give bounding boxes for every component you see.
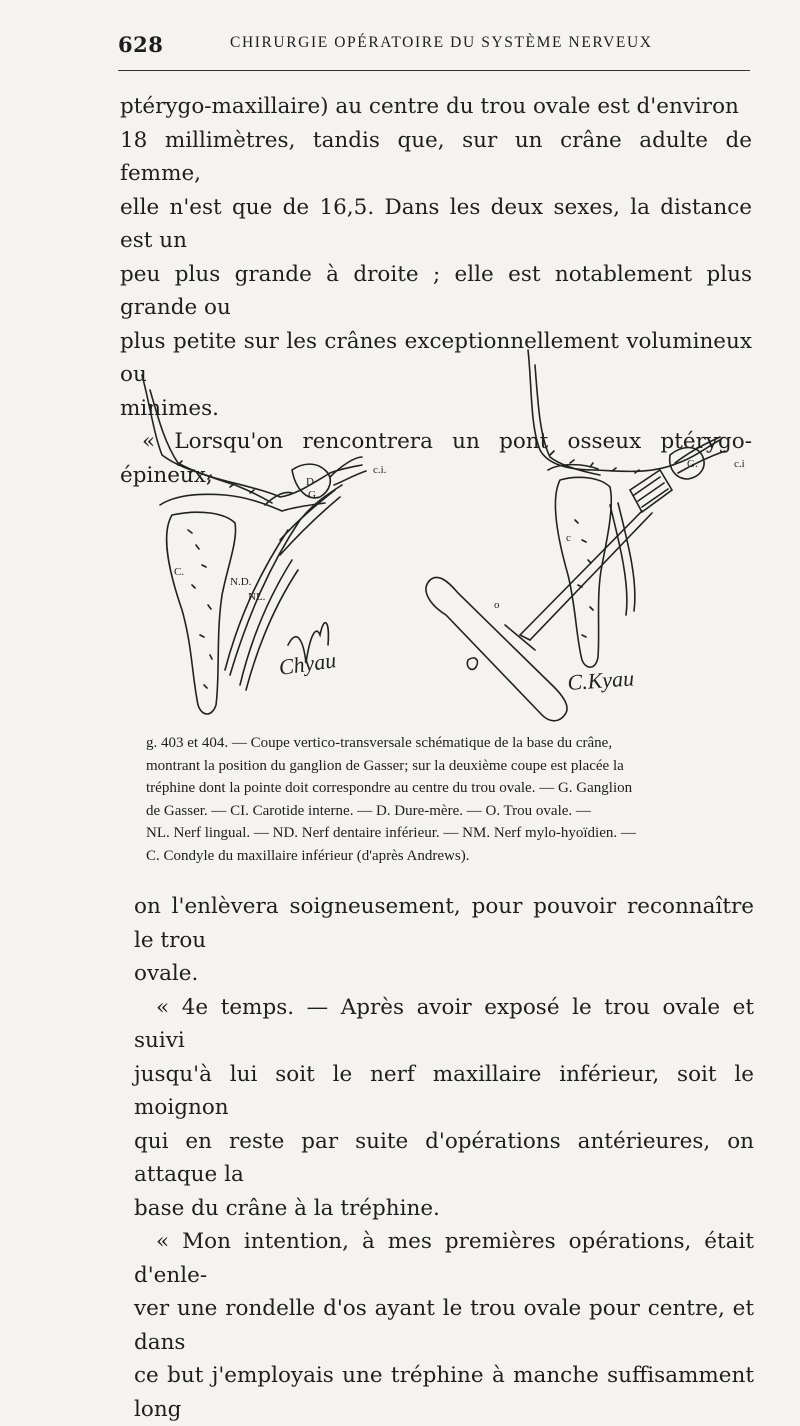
text-line: qui en reste par suite d'opérations antérieures, on attaque la: [134, 1128, 754, 1187]
figure-caption: [146, 732, 752, 867]
text-line: ovale.: [134, 961, 199, 986]
label-o-right: o: [494, 599, 500, 611]
caption-line: g. 403 et 404. — Coupe vertico-transversale schématique de la base du crâne,: [146, 735, 613, 751]
page-number: 628: [118, 32, 164, 57]
text-line: ce but j'employais une tréphine à manche suffisamment long: [134, 1363, 754, 1422]
caption-line: tréphine dont la pointe doit correspondre au centre du trou ovale. — G. Ganglion: [146, 780, 633, 796]
label-c-left: C.: [174, 566, 185, 578]
label-ci-left: c.i.: [373, 464, 387, 476]
text-line: minimes.: [120, 395, 219, 421]
label-nd-left: N.D.: [230, 576, 252, 588]
label-g-left: G.: [308, 489, 319, 501]
text-line: plus petite sur les crânes exceptionnellement volumineux ou: [120, 328, 752, 387]
text-line: « 4e temps. — Après avoir exposé le trou ovale et suivi: [134, 994, 754, 1053]
text-line: on l'enlèvera soigneusement, pour pouvoir reconnaître le trou: [134, 894, 754, 953]
caption-line: NL. Nerf lingual. — ND. Nerf dentaire inférieur. — NM. Nerf mylo-hyoïdien. —: [146, 825, 636, 841]
label-d-left: D: [306, 476, 314, 488]
text-line: base du crâne à la tréphine.: [134, 1195, 440, 1221]
anatomical-figure: [130, 345, 750, 730]
text-after-figure: [134, 890, 754, 1426]
text-line: ver une rondelle d'os ayant le trou ovale pour centre, et dans: [134, 1296, 754, 1355]
signature-right: C.Kyau: [566, 665, 635, 695]
label-g-right: G.: [687, 458, 698, 470]
text-line: jusqu'à lui soit le nerf maxillaire inférieur, soit le moignon: [134, 1061, 754, 1120]
text-line: « Lorsqu'on rencontrera un pont osseux ptérygo-épineux,: [120, 429, 752, 488]
caption-line: de Gasser. — CI. Carotide interne. — D. Dure-mère. — O. Trou ovale. —: [146, 802, 591, 819]
running-head: CHIRURGIE OPÉRATOIRE DU SYSTÈME NERVEUX: [230, 34, 653, 51]
caption-line: montrant la position du ganglion de Gasser; sur la deuxième coupe est placée la: [146, 757, 624, 774]
header-rule: [118, 70, 750, 71]
label-nl-left: NL.: [248, 591, 266, 603]
page-header: [118, 30, 750, 60]
figure-drawing: [130, 345, 750, 730]
signature-left: Chyau: [277, 647, 338, 680]
text-line: 18 millimètres, tandis que, sur un crâne adulte de femme,: [120, 127, 752, 186]
text-line: ptérygo-maxillaire) au centre du trou ovale est d'environ: [120, 94, 739, 119]
text-line: peu plus grande à droite ; elle est notablement plus grande ou: [120, 261, 752, 320]
right-section-drawing: [426, 350, 725, 721]
label-ci-right: c.i: [734, 458, 745, 470]
caption-line: C. Condyle du maxillaire inférieur (d'après Andrews).: [146, 847, 470, 864]
text-line: elle n'est que de 16,5. Dans les deux sexes, la distance est un: [120, 194, 752, 253]
label-c-right: c: [566, 532, 571, 544]
text-line: « Mon intention, à mes premières opérations, était d'enle-: [134, 1229, 754, 1288]
